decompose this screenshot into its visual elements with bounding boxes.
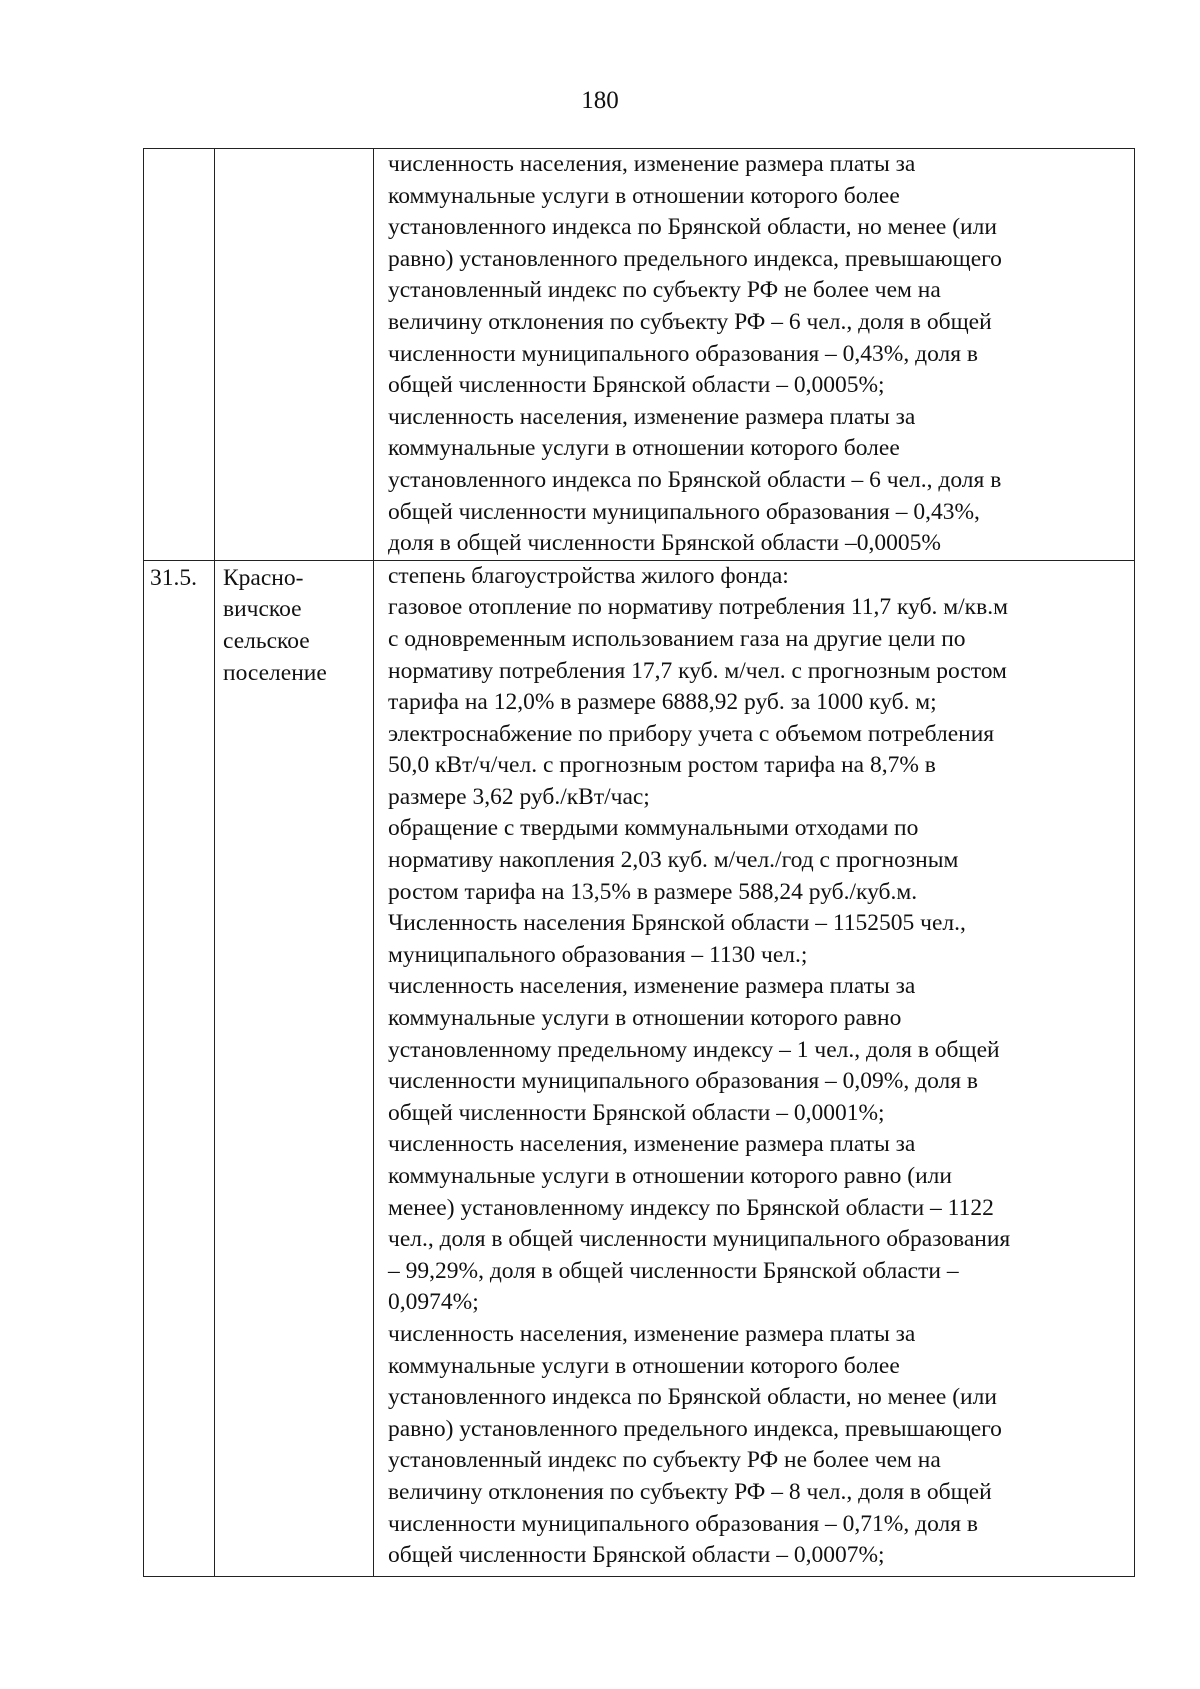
text-line: численности муниципального образования – 0,71%, доля в xyxy=(388,1510,979,1537)
text-line: равно) установленного предельного индекса, превышающего xyxy=(388,245,1002,272)
settlement-name-cell xyxy=(215,149,374,561)
text-line: величину отклонения по субъекту РФ – 6 чел., доля в общей xyxy=(388,308,992,335)
text-line: коммунальные услуги в отношении которого более xyxy=(388,435,900,462)
text-line: размере 3,62 руб./кВт/час; xyxy=(388,783,650,810)
description-text xyxy=(374,149,1134,560)
text-line: общей численности Брянской области – 0,0005%; xyxy=(388,372,885,399)
text-line: общей численности Брянской области – 0,0001%; xyxy=(388,1099,885,1126)
text-line: численности муниципального образования – 0,09%, доля в xyxy=(388,1068,979,1095)
text-line: численность населения, изменение размера платы за xyxy=(388,1131,916,1158)
text-line: коммунальные услуги в отношении которого равно (или xyxy=(388,1163,952,1189)
text-line: ростом тарифа на 13,5% в размере 588,24 руб./куб.м. xyxy=(388,878,918,905)
description-cell xyxy=(374,560,1135,1576)
text-line: Численность населения Брянской области – 1152505 чел., xyxy=(388,910,966,937)
text-line: равно) установленного предельного индекса, превышающего xyxy=(388,1415,1002,1442)
text-line: общей численности Брянской области – 0,0007%; xyxy=(388,1542,885,1569)
text-line: муниципального образования – 1130 чел.; xyxy=(388,941,808,968)
text-line: менее) установленному индексу по Брянской области – 1122 xyxy=(388,1194,994,1221)
settlement-name-line: вичское xyxy=(223,596,302,623)
description-text xyxy=(374,561,1134,1572)
text-line: установленный индекс по субъекту РФ не более чем на xyxy=(388,277,941,304)
text-line: газовое отопление по нормативу потребления 11,7 куб. м/кв.м xyxy=(388,594,1008,621)
text-line: численность населения, изменение размера платы за xyxy=(388,973,916,1000)
text-line: установленного индекса по Брянской области – 6 чел., доля в xyxy=(388,466,1002,493)
text-line: численность населения, изменение размера платы за xyxy=(388,151,916,177)
row-number: 31.5. xyxy=(150,564,197,591)
settlement-name-cell xyxy=(215,560,374,1576)
text-line: установленному предельному индексу – 1 чел., доля в общей xyxy=(388,1036,1000,1063)
text-line: 50,0 кВт/ч/чел. с прогнозным ростом тарифа на 8,7% в xyxy=(388,752,936,779)
text-line: тарифа на 12,0% в размере 6888,92 руб. за 1000 куб. м; xyxy=(388,689,937,716)
table-row-continuation xyxy=(144,149,1135,561)
text-line: численности муниципального образования – 0,43%, доля в xyxy=(388,340,979,367)
text-line: коммунальные услуги в отношении которого более xyxy=(388,182,900,209)
text-line: электроснабжение по прибору учета с объемом потребления xyxy=(388,720,995,747)
settlement-name-line: Красно- xyxy=(223,564,304,591)
text-line: установленный индекс по субъекту РФ не более чем на xyxy=(388,1447,941,1474)
text-line: доля в общей численности Брянской области –0,0005% xyxy=(388,530,941,557)
text-line: степень благоустройства жилого фонда: xyxy=(388,562,789,589)
text-line: 0,0974%; xyxy=(388,1289,479,1316)
text-line: установленного индекса по Брянской области, но менее (или xyxy=(388,1384,997,1411)
text-line: обращение с твердыми коммунальными отходами по xyxy=(388,815,919,842)
text-line: коммунальные услуги в отношении которого равно xyxy=(388,1005,902,1032)
text-line: общей численности муниципального образования – 0,43%, xyxy=(388,498,980,525)
text-line: нормативу потребления 17,7 куб. м/чел. с прогнозным ростом xyxy=(388,657,1007,684)
settlement-name-line: сельское xyxy=(223,627,310,654)
row-number xyxy=(144,149,214,151)
text-line: нормативу накопления 2,03 куб. м/чел./год с прогнозным xyxy=(388,847,959,874)
text-line: величину отклонения по субъекту РФ – 8 чел., доля в общей xyxy=(388,1478,992,1505)
text-line: – 99,29%, доля в общей численности Брянской области – xyxy=(388,1257,959,1284)
row-number-cell xyxy=(144,149,215,561)
text-line: численность населения, изменение размера платы за xyxy=(388,403,916,430)
page-number: 180 xyxy=(581,87,619,114)
settlement-name-line: поселение xyxy=(223,659,327,686)
row-number-cell xyxy=(144,560,215,1576)
text-line: коммунальные услуги в отношении которого более xyxy=(388,1352,900,1379)
settlement-name xyxy=(215,561,373,689)
table-row-31-5 xyxy=(144,560,1135,1576)
text-line: установленного индекса по Брянской области, но менее (или xyxy=(388,214,997,241)
text-line: с одновременным использованием газа на другие цели по xyxy=(388,625,966,652)
text-line: численность населения, изменение размера платы за xyxy=(388,1320,916,1347)
description-cell xyxy=(374,149,1135,561)
text-line: чел., доля в общей численности муниципального образования xyxy=(388,1226,1011,1253)
data-table xyxy=(143,148,1135,1577)
